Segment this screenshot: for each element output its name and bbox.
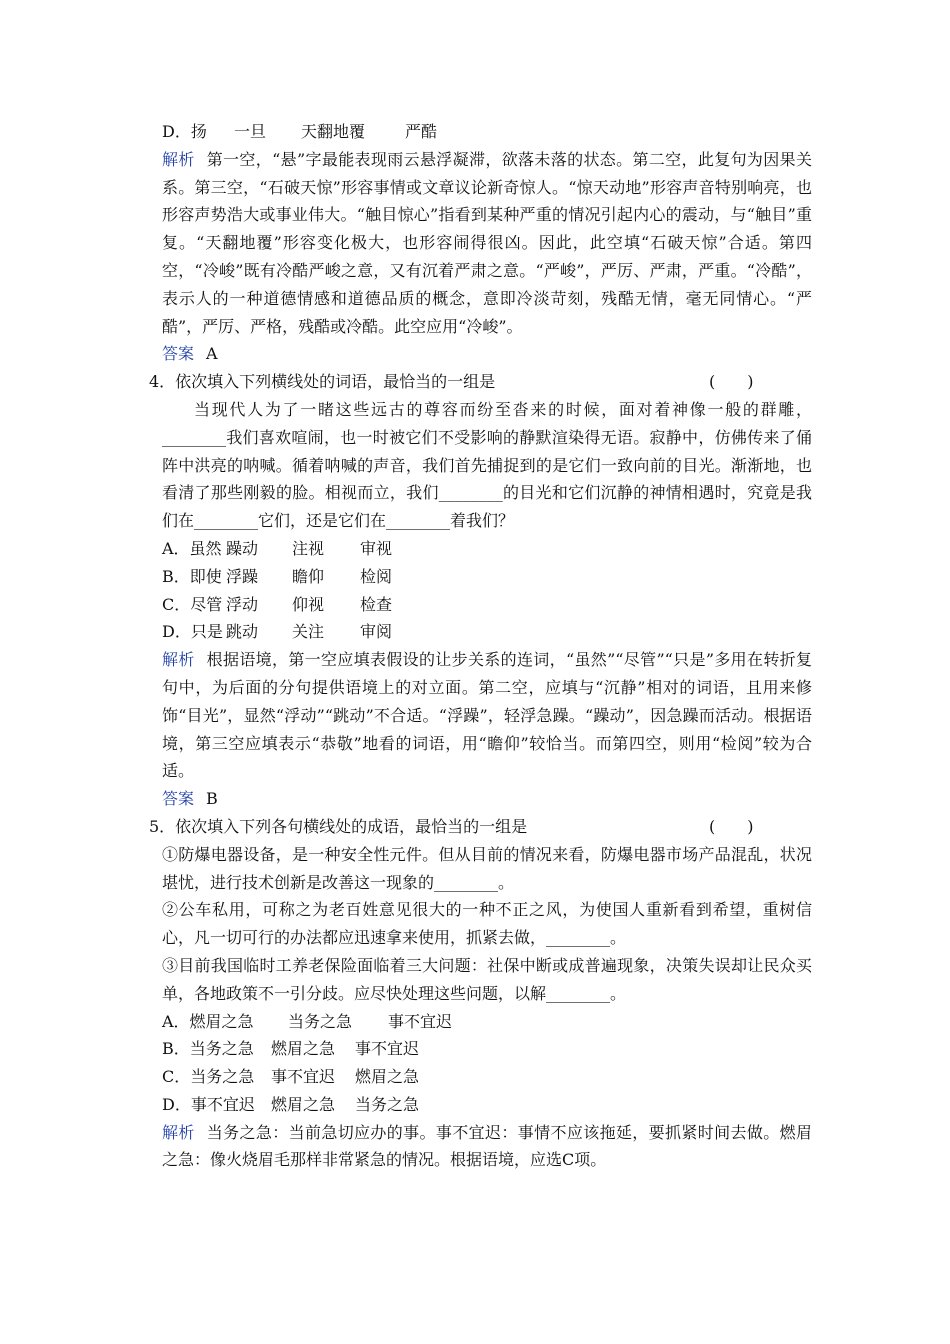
option-phrase: 事不宜迟 — [271, 1067, 336, 1087]
option-phrase: 燃眉之急 — [271, 1094, 336, 1114]
q3-answer — [162, 340, 812, 368]
q5-answer-paren: ( ) — [709, 816, 754, 836]
answer-label: 答案 — [162, 789, 195, 809]
q5-title-row — [149, 813, 812, 841]
q5-option-d — [162, 1091, 812, 1119]
q5-sentence-2: ②公车私用，可称之为老百姓意见很大的一种不正之风，为使国人重新看到希望，重树信心，凡一切可行的办法都应迅速拿来使用，抓紧去做，________。 — [162, 900, 812, 948]
option-word: 审视 — [360, 538, 393, 558]
q4-option-a — [162, 535, 812, 563]
option-phrase: 燃眉之急 — [271, 1039, 336, 1059]
q5-sentence-3: ③目前我国临时工养老保险面临着三大问题：社保中断或成普遍现象，决策失误却让民众买单，各地政策不一引分歧。应尽快处理这些问题，以解________。 — [162, 955, 812, 1003]
answer-label: 答案 — [162, 344, 195, 364]
analysis-text: 根据语境，第一空应填表假设的让步关系的连词，“虽然”“尽管”“只是”多用在转折复句中，为后面的分句提供语境上的对立面。第二空，应填与“沉静”相对的词语，且用来修饰“目光”，显然“浮动”“跳动”不合适。“浮躁”，轻浮急躁。“躁动”，因急躁而活动。根据语境，第三空应填表示“恭敬”地看的词语，用“瞻仰”较恰当。而第四空，则用“检阅”较为合适。 — [162, 650, 812, 781]
option-phrase: A．燃眉之急 — [162, 1011, 254, 1031]
q4-option-b — [162, 563, 812, 591]
q4-title: 4．依次填入下列横线处的词语，最恰当的一组是 — [149, 372, 496, 392]
q4-analysis — [162, 646, 812, 785]
option-word: 关注 — [292, 622, 325, 642]
q4-title-row — [149, 368, 812, 396]
analysis-label: 解析 — [162, 650, 195, 670]
option-phrase: 事不宜迟 — [388, 1011, 453, 1031]
option-word: 天翻地覆 — [301, 122, 366, 141]
option-letter: D．扬 — [162, 122, 207, 141]
q4-answer-paren: ( ) — [709, 372, 754, 392]
option-word: 浮动 — [226, 594, 259, 614]
option-phrase: B．当务之急 — [162, 1039, 254, 1059]
option-phrase: 当务之急 — [355, 1094, 420, 1114]
q5-option-b — [162, 1035, 812, 1063]
option-phrase: 当务之急 — [288, 1011, 353, 1031]
option-word: 严酷 — [405, 122, 438, 141]
answer-value: A — [206, 344, 218, 364]
option-letter: A．虽然 — [162, 538, 222, 558]
analysis-text: 第一空，“悬”字最能表现雨云悬浮凝滞，欲落未落的状态。第二空，此复句为因果关系。第三空，“石破天惊”形容事情或文章议论新奇惊人。“惊天动地”形容声音特别响亮，也形容声势浩大或事业伟大。“触目惊心”指看到某种严重的情况引起内心的震动，与“触目”重复。“天翻地覆”形容变化极大，也形容闹得很凶。因此，此空填“石破天惊”合适。第四空，“冷峻”既有冷酷严峻之意，又有沉着严肃之意。“严峻”，严厉、严肃，严重。“冷酷”，表示人的一种道德情感和道德品质的概念，意即冷淡苛刻，残酷无情，毫无同情心。“严酷”，严厉、严格，残酷或冷酷。此空应用“冷峻”。 — [162, 149, 812, 336]
q4-option-d — [162, 618, 812, 646]
option-word: 检阅 — [360, 566, 393, 586]
document-page — [149, 118, 812, 1174]
option-phrase: 燃眉之急 — [355, 1067, 420, 1087]
analysis-label: 解析 — [162, 149, 195, 169]
option-word: 跳动 — [226, 622, 259, 642]
option-phrase: 事不宜迟 — [355, 1039, 420, 1059]
q5-title: 5．依次填入下列各句横线处的成语，最恰当的一组是 — [149, 816, 528, 836]
analysis-text: 当务之急：当前急切应办的事。事不宜迟：事情不应该拖延，要抓紧时间去做。燃眉之急：像火烧眉毛那样非常紧急的情况。根据语境，应选C项。 — [162, 1122, 812, 1170]
q3-option-d — [162, 118, 812, 146]
q5-option-c — [162, 1063, 812, 1091]
answer-value: B — [206, 789, 218, 809]
option-letter: B．即使 — [162, 566, 222, 586]
q4-passage: 当现代人为了一睹这些远古的尊容而纷至沓来的时候，面对着神像一般的群雕，________我们喜欢喧闹，也一时被它们不受影响的静默渲染得无语。寂静中，仿佛传来了俑阵中洪亮的呐喊。循着呐喊的声音，我们首先捕捉到的是它们一致向前的目光。渐渐地，也看清了那些刚毅的脸。相视而立，我们________的目光和它们沉静的神情相遇时，究竟是我们在________它们，还是它们在________着我们？ — [162, 399, 812, 531]
option-letter: C．尽管 — [162, 594, 223, 614]
option-word: 瞻仰 — [292, 566, 325, 586]
analysis-label: 解析 — [162, 1122, 195, 1142]
option-word: 浮躁 — [226, 566, 259, 586]
option-word: 审阅 — [360, 622, 393, 642]
q5-option-a — [162, 1008, 812, 1036]
q3-analysis — [162, 146, 812, 341]
option-word: 躁动 — [226, 538, 259, 558]
q5-sentence-1: ①防爆电器设备，是一种安全性元件。但从目前的情况来看，防爆电器市场产品混乱，状况堪忧，进行技术创新是改善这一现象的________。 — [162, 844, 812, 892]
q5-analysis — [162, 1119, 812, 1175]
option-word: 检查 — [360, 594, 393, 614]
option-phrase: D．事不宜迟 — [162, 1094, 255, 1114]
q4-answer — [162, 785, 812, 813]
option-word: 一旦 — [234, 122, 267, 141]
option-word: 注视 — [292, 538, 325, 558]
option-letter: D．只是 — [162, 622, 223, 642]
option-phrase: C．当务之急 — [162, 1067, 255, 1087]
option-word: 仰视 — [292, 594, 325, 614]
q4-option-c — [162, 591, 812, 619]
